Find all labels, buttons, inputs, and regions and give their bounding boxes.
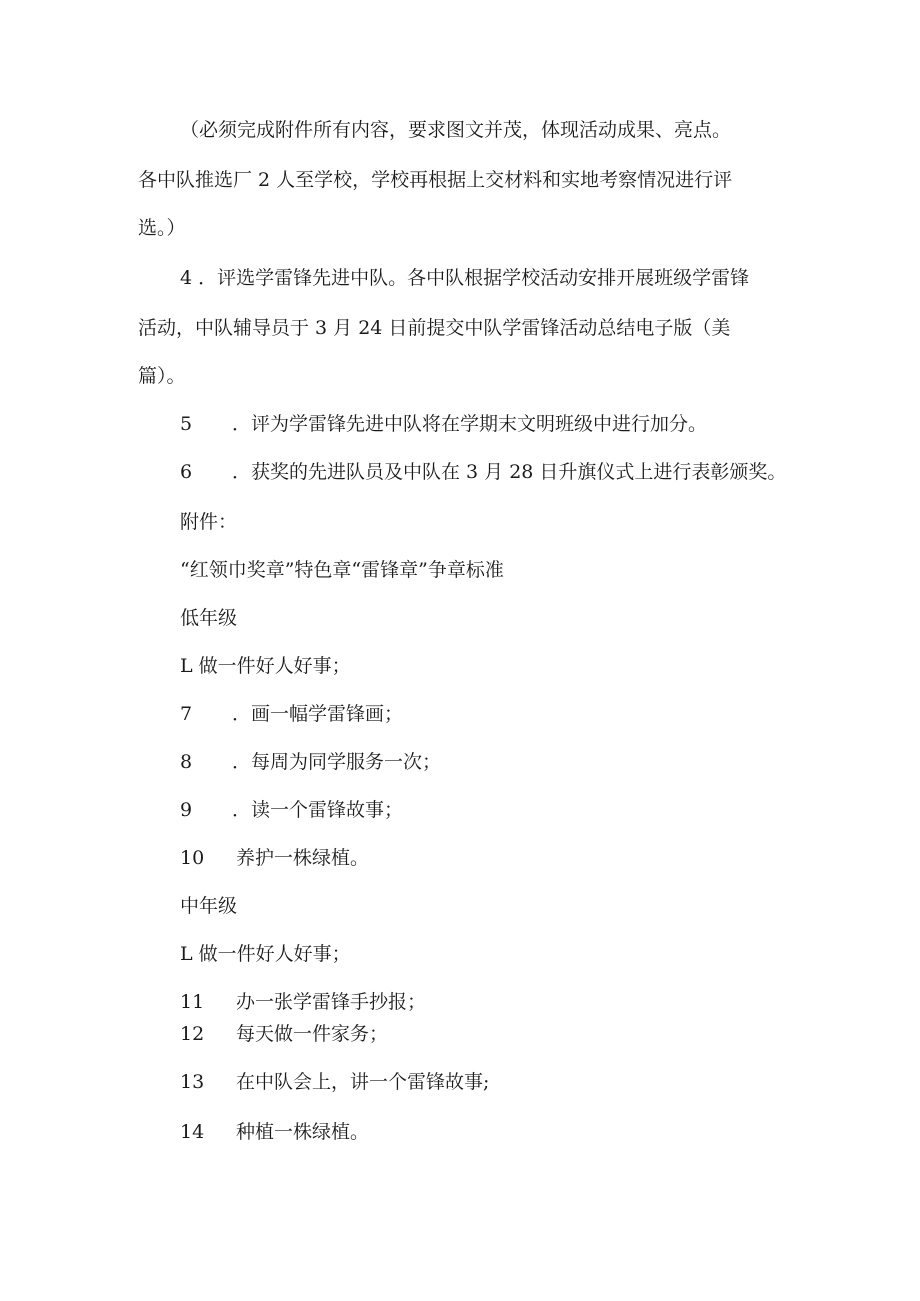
mid-grade-heading: 中年级 [180,895,238,917]
mid-grade-item-number: 13 [180,1071,205,1093]
item-4-line-3: 篇）。 [138,365,186,387]
low-grade-item-1: L 做一件好人好事； [180,655,351,677]
mid-grade-item-text: 种植一株绿植。 [236,1121,370,1143]
low-grade-item-number: 9 [180,799,193,821]
low-grade-item-text: ．读一个雷锋故事； [232,799,404,821]
item-4-line-2: 活动，中队辅导员于 3 月 24 日前提交中队学雷锋活动总结电子版（美 [138,317,731,339]
low-grade-heading: 低年级 [180,607,238,629]
attachment-title: “红领巾奖章”特色章“雷锋章”争章标准 [180,559,504,581]
paragraph-1-line-3: 选。） [138,217,186,239]
low-grade-item-text: 养护一株绿植。 [236,847,370,869]
item-4-line-1: 4 ．评选学雷锋先进中队。各中队根据学校活动安排开展班级学雷锋 [180,267,750,289]
mid-grade-item-text: 每天做一件家务； [236,1023,389,1045]
item-5-text: ．评为学雷锋先进中队将在学期末文明班级中进行加分。 [232,413,708,435]
paragraph-1-line-2: 各中队推选厂 2 人至学校，学校再根据上交材料和实地考察情况进行评 [138,169,733,191]
low-grade-item-number: 7 [180,703,193,725]
low-grade-item-number: 8 [180,751,193,773]
mid-grade-item-text: 办一张学雷锋手抄报； [236,991,427,1013]
low-grade-item-text: ．每周为同学服务一次； [232,751,442,773]
paragraph-1-line-1: （必须完成附件所有内容，要求图文并茂，体现活动成果、亮点。 [180,119,732,141]
mid-grade-item-text: 在中队会上，讲一个雷锋故事; [236,1071,490,1093]
low-grade-item-text: ．画一幅学雷锋画； [232,703,404,725]
mid-grade-item-number: 11 [180,991,205,1013]
item-5-number: 5 [180,413,193,435]
item-6-text: ．获奖的先进队员及中队在 3 月 28 日升旗仪式上进行表彰颁奖。 [232,461,787,483]
mid-grade-item-1: L 做一件好人好事； [180,943,351,965]
mid-grade-item-number: 14 [180,1121,205,1143]
mid-grade-item-number: 12 [180,1023,205,1045]
item-6-number: 6 [180,461,193,483]
attachment-label: 附件： [180,511,238,533]
low-grade-item-number: 10 [180,847,205,869]
